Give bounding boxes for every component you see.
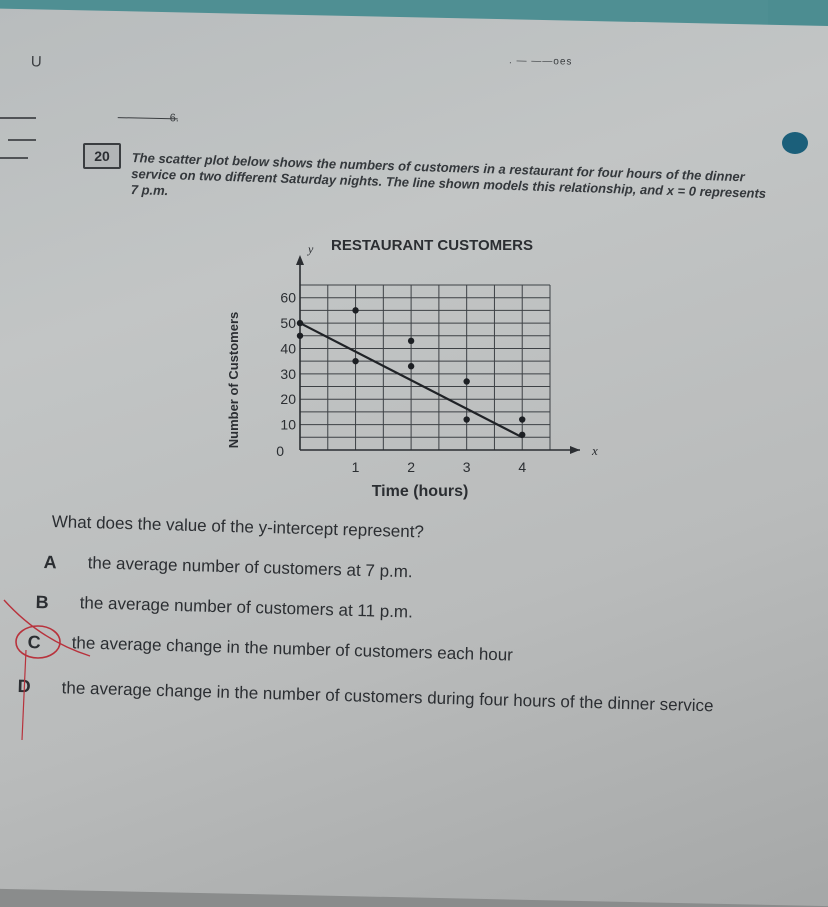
chart-x-axis-label: Time (hours) <box>371 483 469 500</box>
data-point <box>352 307 358 313</box>
y-axis-letter: y <box>308 242 314 256</box>
data-point <box>408 338 414 344</box>
x-tick-label: 4 <box>518 459 527 475</box>
corner-label: U <box>30 53 42 71</box>
x-axis-arrow <box>570 446 580 454</box>
choice-c-text: the average change in the number of customers each hour <box>71 633 514 665</box>
y-tick-label: 50 <box>280 315 296 332</box>
choice-c-letter: C <box>27 632 41 653</box>
data-point <box>352 358 358 364</box>
data-point <box>297 333 303 339</box>
question-number: 20 <box>83 143 121 169</box>
scatter-chart <box>220 230 620 510</box>
y-tick-label: 40 <box>280 340 296 357</box>
data-point <box>519 432 525 438</box>
choice-a-letter: A <box>43 552 57 573</box>
data-point <box>463 378 469 384</box>
choice-d-letter: D <box>17 676 31 697</box>
x-axis-letter: x <box>592 443 598 458</box>
y-tick-label: 10 <box>280 416 296 433</box>
choice-b-letter: B <box>35 592 49 613</box>
y-tick-label: 60 <box>280 289 296 306</box>
corner-scribble: . — ——oes <box>508 55 573 68</box>
question-stem: The scatter plot below shows the numbers of customers in a restaurant for four hours of the dinner service on two different Saturday nights. The line shown models this relationship, and x = 0 represents 7 p.m. <box>130 150 767 201</box>
data-point <box>408 363 414 369</box>
choice-b-text: the average number of customers at 11 p.m. <box>79 593 414 622</box>
question-prompt: What does the value of the y-intercept represent? <box>51 512 425 542</box>
data-point <box>463 416 469 422</box>
x-tick-label: 1 <box>351 459 360 475</box>
chart-ticks <box>276 290 526 475</box>
origin-label: 0 <box>276 443 284 459</box>
x-tick-label: 3 <box>462 459 471 475</box>
data-point <box>519 416 525 422</box>
data-point <box>297 320 303 326</box>
chart-grid <box>300 285 550 450</box>
blank-number: 6. <box>169 112 180 125</box>
choice-d-text: the average change in the number of customers during four hours of the dinner service <box>61 678 714 716</box>
choice-a-text: the average number of customers at 7 p.m. <box>87 553 413 582</box>
margin-marks <box>0 100 40 170</box>
y-tick-label: 30 <box>280 365 296 382</box>
y-axis-arrow <box>296 255 304 265</box>
chart-y-axis-label: Number of Customers <box>226 311 241 449</box>
pen-annotation <box>0 590 120 750</box>
y-tick-label: 20 <box>280 391 296 408</box>
chart-title: RESTAURANT CUSTOMERS <box>331 237 533 254</box>
x-tick-label: 2 <box>407 459 416 475</box>
chart-axes <box>296 242 598 458</box>
blue-dot-icon <box>782 132 808 154</box>
